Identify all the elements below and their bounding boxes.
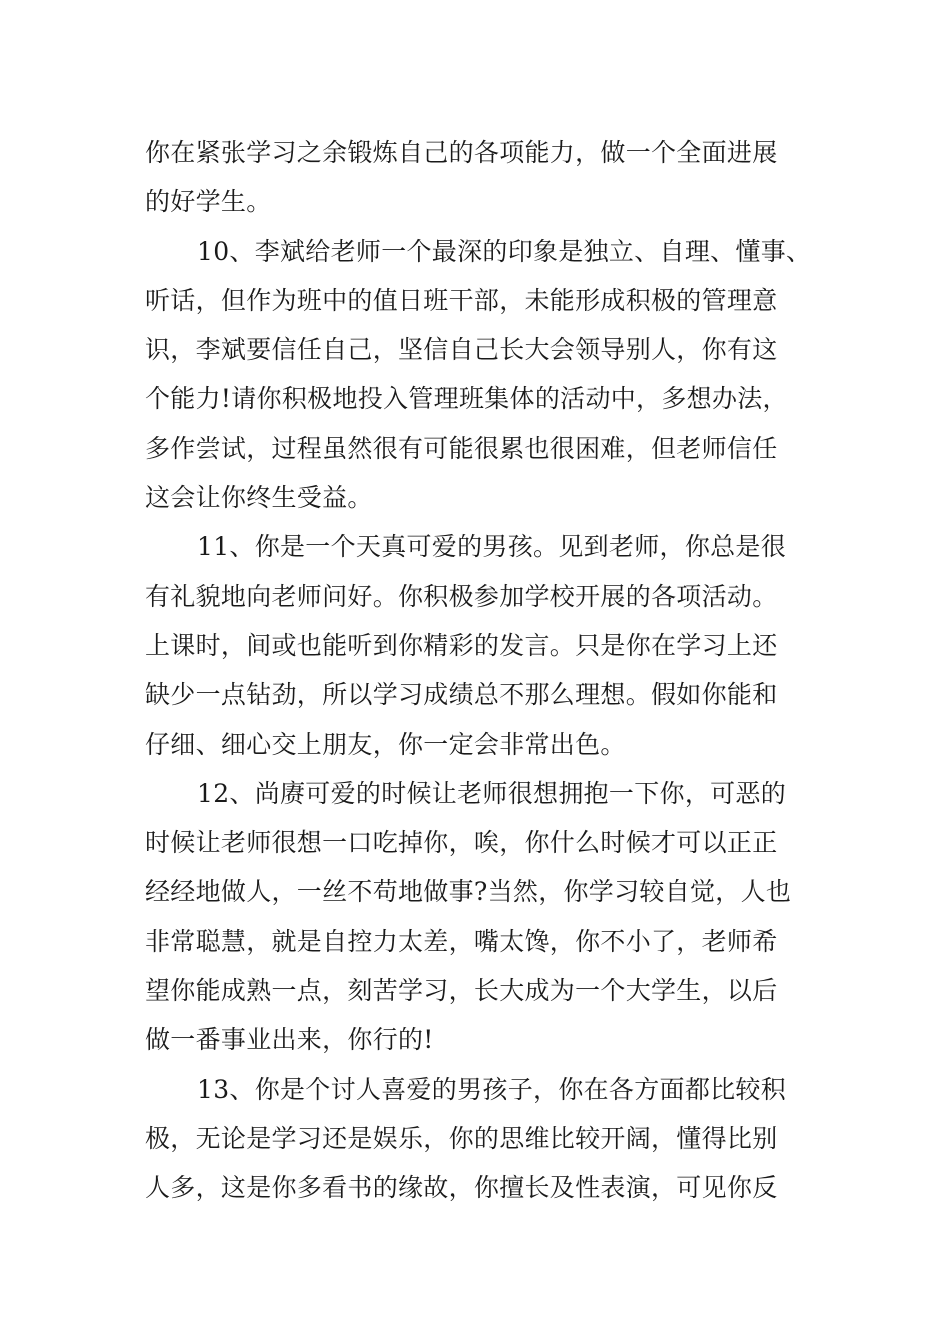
paragraph-start-13: 13、你是个讨人喜爱的男孩子，你在各方面都比较积 [197, 1074, 787, 1104]
text-line: 缺少一点钻劲，所以学习成绩总不那么理想。假如你能和 [145, 680, 778, 710]
paragraph-start-10: 10、李斌给老师一个最深的印象是独立、自理、懂事、 [197, 236, 812, 266]
text-line: 非常聪慧，就是自控力太差，嘴太馋，你不小了，老师希 [145, 926, 778, 956]
text-line: 做一番事业出来，你行的! [145, 1025, 434, 1055]
text-line: 多作尝试，过程虽然很有可能很累也很困难，但老师信任 [145, 433, 778, 463]
text-line: 仔细、细心交上朋友，你一定会非常出色。 [145, 729, 626, 759]
text-line: 识，李斌要信任自己，坚信自己长大会领导别人，你有这 [145, 335, 778, 365]
paragraph-start-11: 11、你是一个天真可爱的男孩。见到老师，你总是很 [197, 532, 787, 562]
text-line: 时候让老师很想一口吃掉你，唉，你什么时候才可以正正 [145, 828, 778, 858]
text-line: 这会让你终生受益。 [145, 483, 373, 513]
text-line: 望你能成熟一点，刻苦学习，长大成为一个大学生，以后 [145, 976, 778, 1006]
text-line: 个能力!请你积极地投入管理班集体的活动中，多想办法， [145, 384, 788, 414]
text-line: 的好学生。 [145, 187, 272, 217]
text-line: 极，无论是学习还是娱乐，你的思维比较开阔，懂得比别 [145, 1123, 778, 1153]
text-line: 你在紧张学习之余锻炼自己的各项能力，做一个全面进展 [145, 138, 778, 167]
text-line: 听话，但作为班中的值日班干部，未能形成积极的管理意 [145, 285, 778, 315]
text-line: 经经地做人，一丝不苟地做事?当然，你学习较自觉，人也 [145, 877, 792, 907]
paragraph-start-12: 12、尚赓可爱的时候让老师很想拥抱一下你，可恶的 [197, 778, 787, 808]
text-line: 人多，这是你多看书的缘故，你擅长及性表演，可见你反 [145, 1173, 778, 1203]
body-text [145, 128, 845, 1213]
text-line: 有礼貌地向老师问好。你积极参加学校开展的各项活动。 [145, 581, 778, 611]
text-line: 上课时，间或也能听到你精彩的发言。只是你在学习上还 [145, 630, 778, 660]
